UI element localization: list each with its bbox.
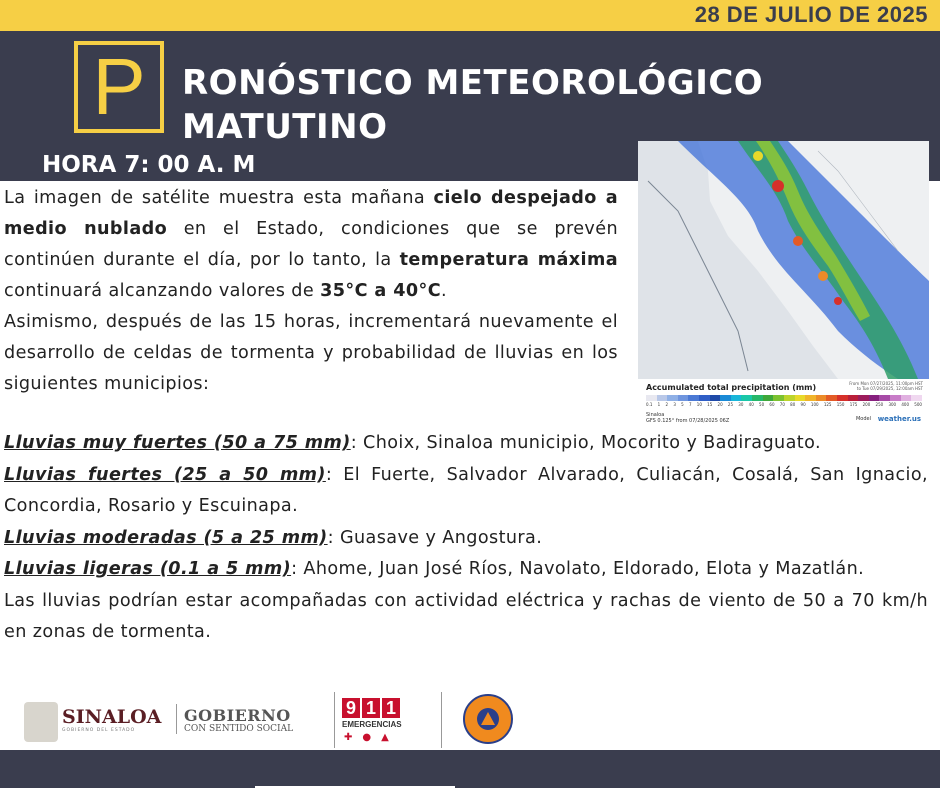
legend-tick-label: 150: [836, 402, 845, 407]
legend-tick-label: 50: [759, 402, 765, 407]
legend-tick-label: 3: [673, 402, 676, 407]
legend-tick-label: 100: [810, 402, 819, 407]
legend-color-swatch: [699, 395, 710, 401]
legend-model-label: Model: [855, 416, 871, 422]
rain-forecast-list: [4, 428, 928, 649]
precipitation-legend: [638, 379, 929, 427]
title-initial-letter: P: [92, 42, 146, 131]
state-seal-icon: [24, 702, 58, 742]
legend-color-swatch: [848, 395, 859, 401]
legend-tick-label: 80: [790, 402, 796, 407]
legend-tick-label: 30: [738, 402, 744, 407]
legend-color-bar: [646, 395, 922, 401]
paragraph-conditions: La imagen de satélite muestra esta mañana cielo despejado a medio nublado en el Estado, condiciones que se prevén continúen durante el día, por lo tanto, la temperatura máxima continuará alcanzando valores de 35°C a 40°C.: [4, 188, 619, 301]
footer-logos: [0, 690, 940, 750]
emergencias-label: EMERGENCIAS: [342, 720, 402, 729]
logo-divider: [176, 704, 177, 734]
legend-color-swatch: [657, 395, 668, 401]
rain-category-moderate: Lluvias moderadas (5 a 25 mm): Guasave y Angostura.: [4, 527, 543, 548]
rain-category-very-heavy: Lluvias muy fuertes (50 a 75 mm): Choix, Sinaloa municipio, Mocorito y Badiraguato.: [4, 433, 821, 453]
legend-tick-label: 20: [717, 402, 723, 407]
legend-color-swatch: [826, 395, 837, 401]
legend-period: From Mon 07/27/2025, 11:00pm HST to Tue 07/29/2025, 12:00am HST: [849, 381, 923, 391]
forecast-hour: HORA 7: 00 A. M: [42, 152, 256, 178]
paragraph-storms: Asimismo, después de las 15 horas, incrementará nuevamente el desarrollo de celdas de tormenta y probabilidad de lluvias en los siguientes municipios:: [4, 312, 618, 394]
legend-brand: weather.us: [877, 415, 921, 423]
page-title: [182, 61, 763, 149]
legend-color-swatch: [858, 395, 869, 401]
legend-color-swatch: [901, 395, 912, 401]
legend-color-swatch: [911, 395, 922, 401]
legend-tick-label: 25: [727, 402, 734, 407]
emergency-services-icons: ✚●▲: [344, 732, 399, 743]
logo-divider: [441, 692, 442, 748]
civil-protection-emblem-icon: [463, 694, 513, 744]
rain-category-light: Lluvias ligeras (0.1 a 5 mm): Ahome, Juan José Ríos, Navolato, Eldorado, Elota y Mazatlán.: [4, 559, 865, 579]
rain-category-heavy: Lluvias fuertes (25 a 50 mm): El Fuerte, Salvador Alvarado, Culiacán, Cosalá, San Ignacio, Concordia, Rosario y Escuinapa.: [4, 464, 928, 516]
legend-tick-label: 2: [665, 402, 669, 407]
legend-tick-label: 400: [901, 402, 910, 407]
legend-color-swatch: [752, 395, 763, 401]
legend-tick-label: 300: [888, 402, 897, 407]
legend-color-swatch: [869, 395, 880, 401]
gobierno-logo-subtitle: CON SENTIDO SOCIAL: [184, 724, 294, 734]
logo-divider: [334, 692, 335, 748]
legend-tick-label: 70: [779, 402, 785, 407]
legend-tick-label: 90: [800, 402, 806, 407]
forecast-intro: [4, 183, 618, 400]
legend-tick-label: 5: [681, 402, 684, 407]
legend-tick-label: 10: [696, 402, 702, 407]
sinaloa-logo-subtitle: GOBIERNO DEL ESTADO: [62, 728, 136, 733]
legend-color-swatch: [731, 395, 742, 401]
date-label: 28 DE JULIO DE 2025: [694, 2, 928, 27]
title-line-1: RONÓSTICO METEOROLÓGICO: [182, 63, 764, 103]
legend-color-swatch: [773, 395, 784, 401]
legend-color-swatch: [795, 395, 806, 401]
title-line-2: MATUTINO: [182, 107, 388, 147]
legend-color-swatch: [720, 395, 731, 401]
title-initial-box: [74, 41, 164, 133]
legend-model-info: Sinaloa GFS 0.125° from 07/28/2025 06Z: [646, 412, 730, 424]
precipitation-map: [638, 141, 929, 427]
legend-color-swatch: [837, 395, 848, 401]
legend-tick-label: 7: [688, 402, 692, 407]
legend-tick-label: 1: [657, 402, 661, 407]
legend-color-swatch: [890, 395, 901, 401]
precipitation-map-image: [638, 141, 929, 379]
legend-tick-label: 15: [707, 402, 713, 407]
legend-tick-label: 60: [769, 402, 775, 407]
legend-color-swatch: [763, 395, 774, 401]
legend-color-swatch: [710, 395, 721, 401]
footer-bar: [0, 750, 940, 788]
legend-color-swatch: [646, 395, 657, 401]
legend-color-swatch: [741, 395, 752, 401]
legend-tick-label: 0.1: [646, 402, 653, 407]
legend-color-swatch: [816, 395, 827, 401]
legend-color-swatch: [688, 395, 699, 401]
sinaloa-logo: SINALOA: [62, 706, 162, 728]
legend-tick-label: 125: [823, 402, 832, 407]
gobierno-logo: GOBIERNO: [184, 706, 291, 725]
legend-tick-label: 500: [914, 402, 922, 407]
legend-color-swatch: [678, 395, 689, 401]
legend-color-swatch: [667, 395, 678, 401]
legend-tick-label: 250: [875, 402, 884, 407]
emergency-911-logo: 9 1 1: [342, 698, 400, 718]
legend-tick-label: 175: [849, 402, 858, 407]
legend-color-swatch: [879, 395, 890, 401]
closing-note: Las lluvias podrían estar acompañadas con actividad eléctrica y rachas de viento de 50 a 70 km/h en zonas de tormenta.: [4, 590, 928, 642]
legend-ticks: [646, 402, 922, 407]
legend-title: Accumulated total precipitation (mm): [646, 383, 817, 392]
legend-tick-label: 200: [862, 402, 871, 407]
legend-color-swatch: [784, 395, 795, 401]
date-bar: [0, 0, 940, 31]
legend-tick-label: 40: [748, 402, 754, 407]
legend-color-swatch: [805, 395, 816, 401]
